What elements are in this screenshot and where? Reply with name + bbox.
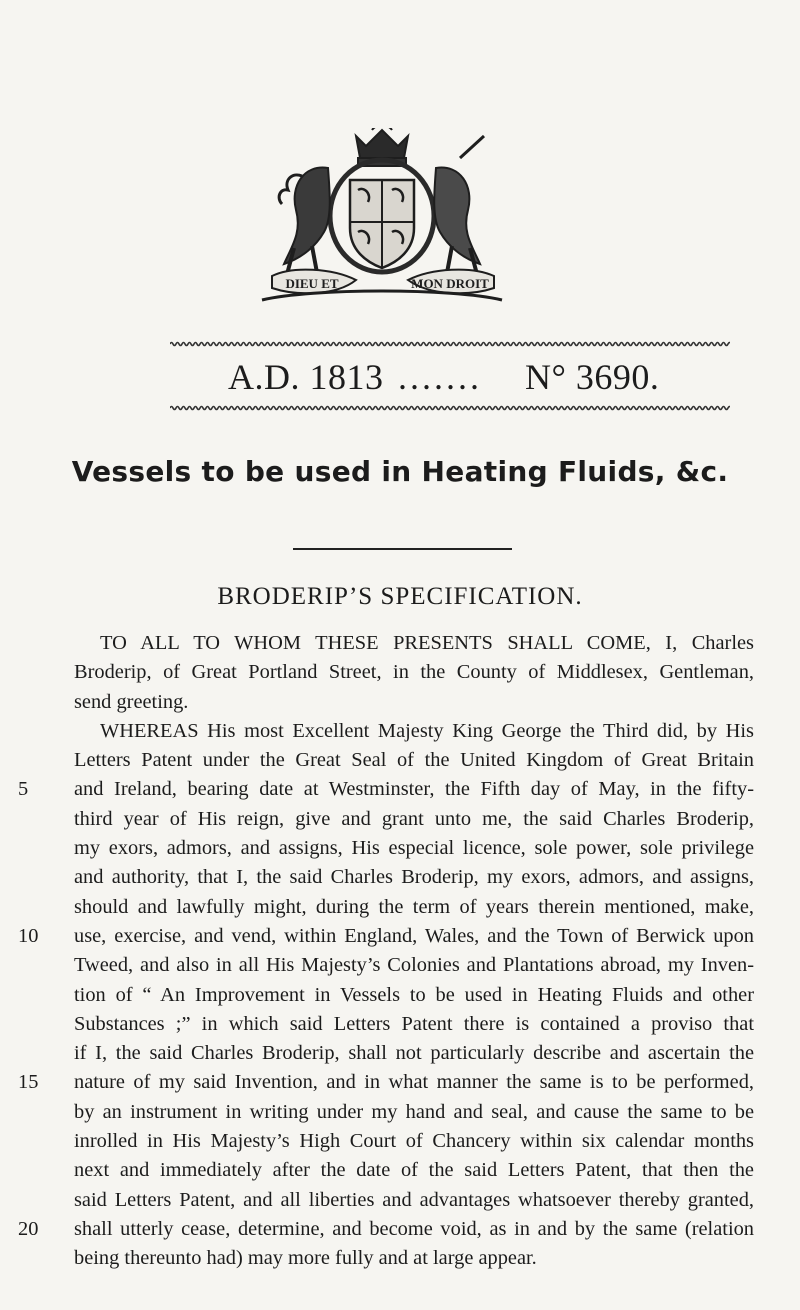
line-number-15: 15 (18, 1071, 39, 1093)
body-line: my exors, admors, and assigns, His especial licence, sole power, sole privilege (74, 837, 754, 860)
body-line: tion of “ An Improvement in Vessels to be used in Heating Fluids and other (74, 983, 754, 1006)
body-line: shall utterly cease, determine, and become void, as in and by the same (relation (74, 1217, 754, 1240)
title-divider (293, 548, 512, 550)
body-line: said Letters Patent, and all liberties and advantages whatsoever thereby granted, (74, 1188, 754, 1211)
body-line: use, exercise, and vend, within England, Wales, and the Town of Berwick upon (74, 924, 754, 947)
line-number-10: 10 (18, 925, 39, 947)
body-line: Letters Patent under the Great Seal of the United Kingdom of Great Britain (74, 749, 754, 772)
header-dots: ....... (398, 357, 482, 397)
body-line: nature of my said Invention, and in what manner the same is to be performed, (74, 1071, 754, 1094)
wavy-rule-top (170, 340, 730, 348)
body-line: Broderip, of Great Portland Street, in the County of Middlesex, Gentleman, (74, 661, 754, 684)
body-line: WHEREAS His most Excellent Majesty King George the Third did, by His (100, 719, 754, 742)
specification-body (74, 629, 754, 1274)
body-line: send greeting. (74, 690, 189, 713)
body-line: next and immediately after the date of the said Letters Patent, that then the (74, 1159, 754, 1182)
body-line: and Ireland, bearing date at Westminster, the Fifth day of May, in the fifty- (74, 778, 754, 801)
royal-coat-of-arms-icon (232, 128, 532, 306)
line-number-20: 20 (18, 1218, 39, 1240)
body-line: by an instrument in writing under my hand and seal, and cause the same to be (74, 1100, 754, 1123)
body-line: TO ALL TO WHOM THESE PRESENTS SHALL COME, I, Charles (100, 632, 754, 654)
body-line: Substances ;” in which said Letters Patent there is contained a proviso that (74, 1012, 754, 1035)
body-line: if I, the said Charles Broderip, shall not particularly describe and ascertain the (74, 1042, 754, 1065)
patent-year: A.D. 1813 (228, 357, 384, 397)
body-line: should and lawfully might, during the term of years therein mentioned, make, (74, 895, 754, 918)
specification-heading: BRODERIP’S SPECIFICATION. (217, 583, 583, 610)
crest-motto-left: DIEU ET (285, 276, 339, 291)
wavy-rule-bottom (170, 404, 730, 412)
patent-number: N° 3690. (525, 357, 660, 397)
body-line: Tweed, and also in all His Majesty’s Colonies and Plantations abroad, my Inven- (74, 954, 754, 977)
crest-motto-right: MON DROIT (411, 276, 489, 291)
line-number-5: 5 (18, 778, 29, 800)
body-line: inrolled in His Majesty’s High Court of Chancery within six calendar months (74, 1130, 754, 1153)
body-line: being thereunto had) may more fully and at large appear. (74, 1247, 537, 1270)
body-line: third year of His reign, give and grant unto me, the said Charles Broderip, (74, 807, 754, 830)
patent-title: Vessels to be used in Heating Fluids, &c. (71, 455, 729, 488)
body-line: and authority, that I, the said Charles Broderip, my exors, admors, and assigns, (74, 866, 754, 889)
